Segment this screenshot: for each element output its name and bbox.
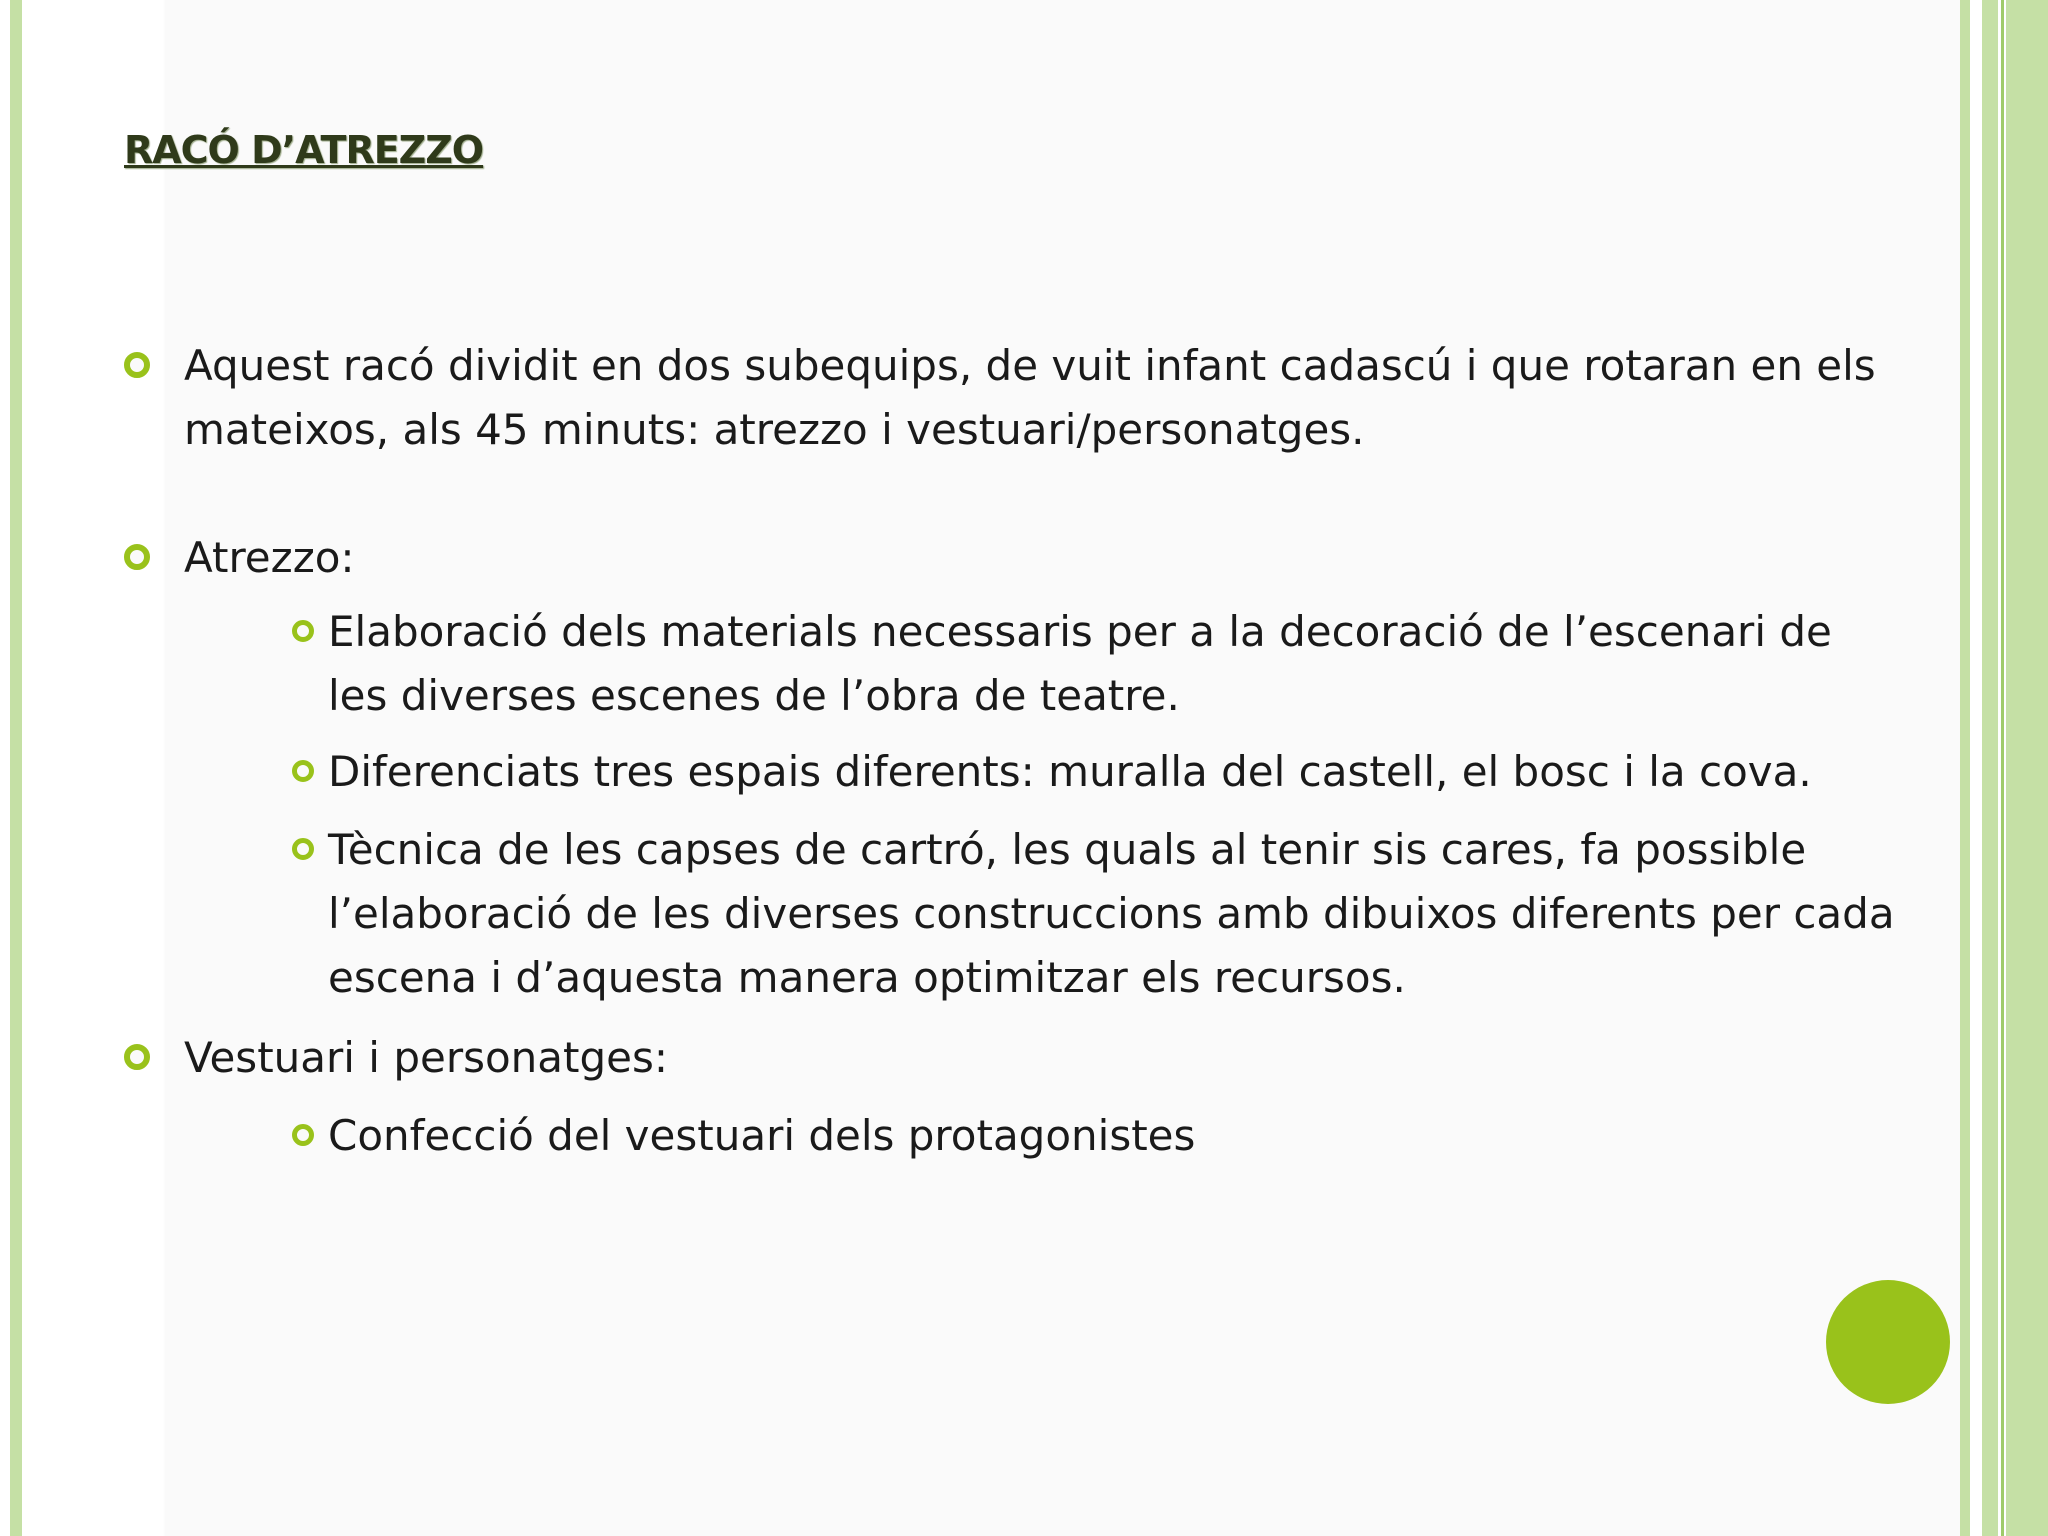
sub-bullet-text: Elaboració dels materials necessaris per a la decoració de l’escenari de les diverses escenes de l’obra de teatre.	[328, 607, 1832, 720]
sub-bullet-item	[124, 818, 1904, 1010]
bullet-text: Aquest racó dividit en dos subequips, de vuit infant cadascú i que rotaran en els mateixos, als 45 minuts: atrezzo i vestuari/personatges.	[184, 341, 1876, 454]
sub-bullet-item	[124, 740, 1904, 804]
slide-title: RACÓ D’ATREZZO	[124, 128, 484, 172]
left-stripe	[10, 0, 22, 1536]
right-stripe	[2006, 0, 2048, 1536]
sub-bullet-text: Diferenciats tres espais diferents: muralla del castell, el bosc i la cova.	[328, 747, 1812, 796]
ring-bullet-icon	[124, 352, 150, 378]
ring-bullet-icon	[292, 760, 314, 782]
bullet-text: Atrezzo:	[184, 533, 355, 582]
ring-bullet-icon	[124, 544, 150, 570]
bullet-text: Vestuari i personatges:	[184, 1033, 669, 1082]
sub-bullet-item	[124, 600, 1904, 728]
sub-bullet-text: Confecció del vestuari dels protagonistes	[328, 1111, 1196, 1160]
ring-bullet-icon	[292, 838, 314, 860]
right-stripe	[1960, 0, 1970, 1536]
bullet-list	[124, 334, 1904, 1168]
ring-bullet-icon	[292, 620, 314, 642]
bullet-item	[124, 1026, 1904, 1090]
ring-bullet-icon	[124, 1044, 150, 1070]
bullet-item	[124, 526, 1904, 590]
right-stripe	[1982, 0, 1998, 1536]
sub-bullet-item	[124, 1104, 1904, 1168]
bullet-item	[124, 334, 1904, 462]
green-circle-icon	[1826, 1280, 1950, 1404]
ring-bullet-icon	[292, 1124, 314, 1146]
sub-bullet-text: Tècnica de les capses de cartró, les quals al tenir sis cares, fa possible l’elaboració de les diverses construccions amb dibuixos diferents per cada escena i d’aquesta manera optimitzar els recursos.	[328, 825, 1895, 1002]
right-stripe-line	[2001, 0, 2004, 1536]
